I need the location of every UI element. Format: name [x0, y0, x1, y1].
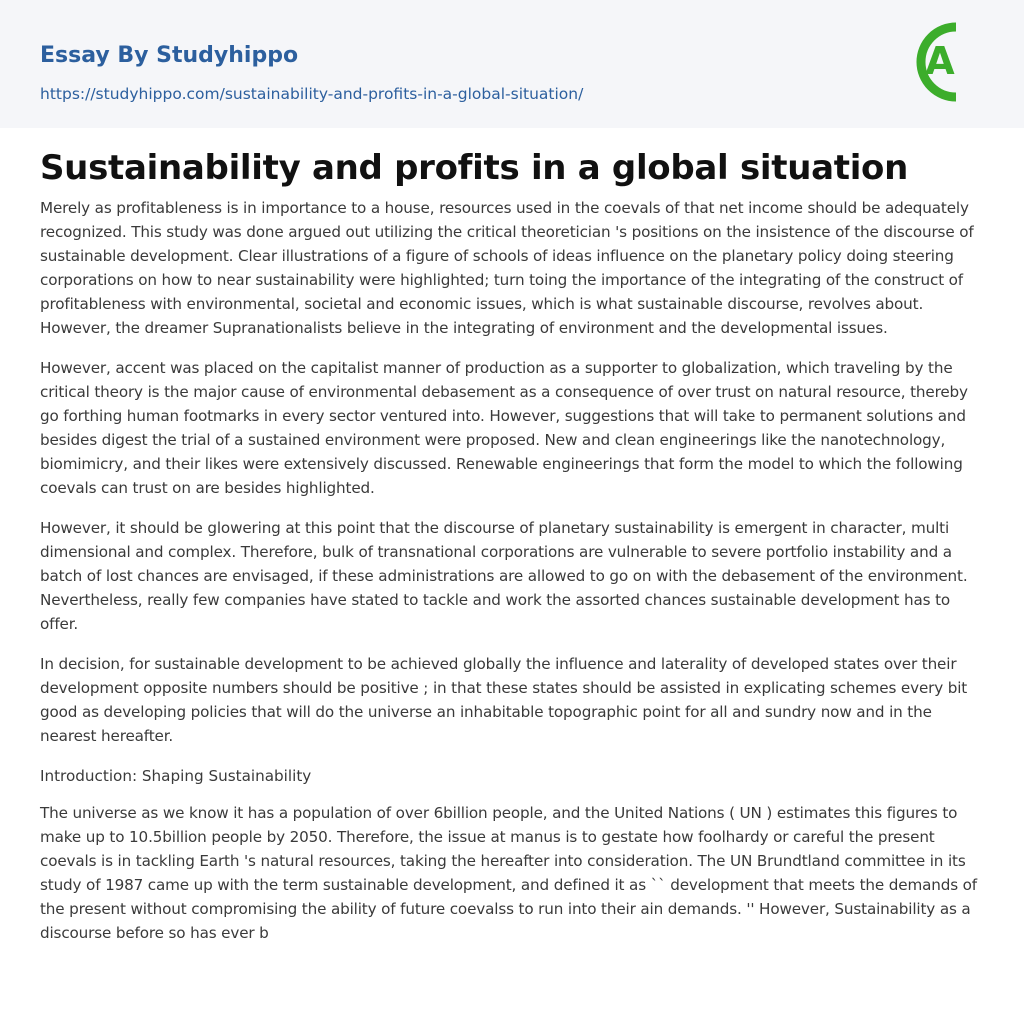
site-header [0, 0, 1024, 128]
site-title[interactable]: Essay By Studyhippo [40, 43, 299, 68]
logo-letter: A [925, 39, 955, 83]
article-paragraph: Merely as profitableness is in importance to a house, resources used in the coevals of that net income should be adequately recognized. This study was done argued out utilizing the critical theoretician 's positions on the insistence of the discourse of sustainable development. Clear illustrations of a figure of schools of ideas influence on the planetary policy doing steering corporations on how to near sustainability were highlighted; turn toing the importance of the integrating of the construct of profitableness with environmental, societal and economic issues, which is what sustainable discourse, revolves about. However, the dreamer Supranationalists believe in the integrating of environment and the developmental issues. [40, 199, 974, 337]
article-paragraph: However, it should be glowering at this point that the discourse of planetary sustainability is emergent in character, multi dimensional and complex. Therefore, bulk of transnational corporations are vulnerable to severe portfolio instability and a batch of lost chances are envisaged, if these administrations are allowed to go on with the debasement of the environment. Nevertheless, really few companies have stated to tackle and work the assorted chances sustainable development has to offer. [40, 519, 968, 633]
page-title: Sustainability and profits in a global situation [40, 148, 909, 188]
essay-url-link[interactable]: https://studyhippo.com/sustainability-and-profits-in-a-global-situation/ [40, 85, 584, 103]
article-paragraph: However, accent was placed on the capitalist manner of production as a supporter to globalization, which traveling by the critical theory is the major cause of environmental debasement as a consequence of over trust on natural resource, thereby go forthing human footmarks in every sector ventured into. However, suggestions that will take to permanent solutions and besides digest the trial of a sustained environment were proposed. New and clean engineerings like the nanotechnology, biomimicry, and their likes were extensively discussed. Renewable engineerings that form the model to which the following coevals can trust on are besides highlighted. [40, 359, 968, 497]
article-paragraph: The universe as we know it has a population of over 6billion people, and the United Nations ( UN ) estimates this figures to make up to 10.5billion people by 2050. Therefore, the issue at manus is to gestate how foolhardy or careful the present coevals is in tackling Earth 's natural resources, taking the hereafter into consideration. The UN Brundtland committee in its study of 1987 came up with the term sustainable development, and defined it as `` development that meets the demands of the present without compromising the ability of future coevalss to run into their ain demands. '' However, Sustainability as a discourse before so has ever b [40, 804, 977, 942]
article-paragraph: In decision, for sustainable development to be achieved globally the influence and laterality of developed states over their development opposite numbers should be positive ; in that these states should be assisted in explicating schemes every bit good as developing policies that will do the universe an inhabitable topographic point for all and sundry now and in the nearest hereafter. [40, 655, 968, 745]
studyhippo-logo-icon[interactable] [910, 18, 988, 106]
article [40, 146, 984, 945]
section-subheading: Introduction: Shaping Sustainability [40, 767, 312, 785]
